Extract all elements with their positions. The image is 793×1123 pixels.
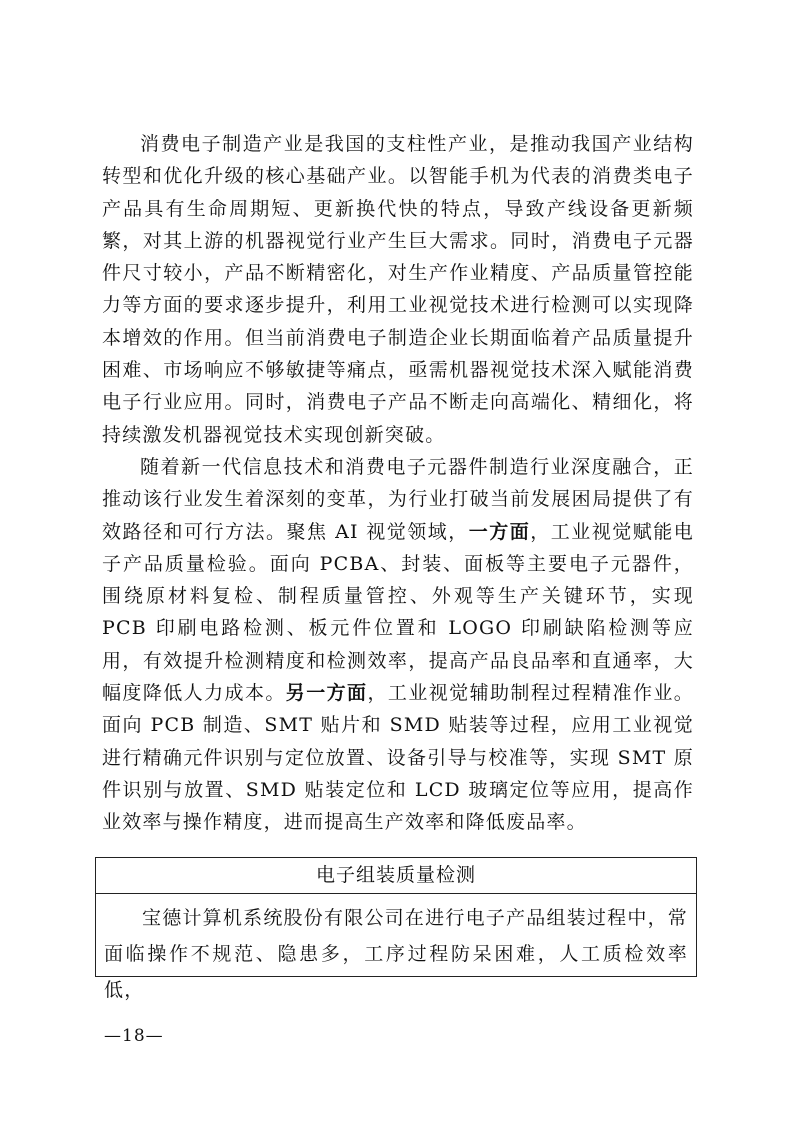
paragraph-1 [102, 128, 694, 451]
case-study-body [96, 894, 696, 1008]
case-study-title: 电子组装质量检测 [96, 858, 696, 894]
emphasis-other-side: 另一方面 [285, 682, 368, 705]
emphasis-one-side: 一方面 [468, 520, 531, 543]
page-number: —18— [104, 1026, 164, 1046]
case-study-box [95, 857, 697, 1001]
paragraph-1-text: 消费电子制造产业是我国的支柱性产业，是推动我国产业结构转型和优化升级的核心基础产业。以智能手机为代表的消费类电子产品具有生命周期短、更新换代快的特点，导致产线设备更新频繁，对其上游的机器视觉行业产生巨大需求。同时，消费电子元器件尺寸较小，产品不断精密化，对生产作业精度、产品质量管控能力等方面的要求逐步提升，利用工业视觉技术进行检测可以实现降本增效的作用。但当前消费电子制造企业长期面临着产品质量提升困难、市场响应不够敏捷等痛点，亟需机器视觉技术深入赋能消费电子行业应用。同时，消费电子产品不断走向高端化、精细化，将持续激发机器视觉技术实现创新突破。 [102, 133, 694, 446]
case-study-text: 宝德计算机系统股份有限公司在进行电子产品组装过程中，常面临操作不规范、隐患多，工序过程防呆困难，人工质检效率低， [104, 907, 688, 1001]
paragraph-2-text-b: ，工业视觉赋能电子产品质量检验。面向 PCBA、封装、面板等主要电子元器件，围绕原材料复检、制程质量管控、外观等生产关键环节，实现 PCB 印刷电路检测、板元件位置和 LOGO 印刷缺陷检测等应用，有效提升检测精度和检测效率，提高产品良品率和直通率，大幅度降低人力成本。 [102, 520, 694, 705]
paragraph-2-text-c: ，工业视觉辅助制程过程精准作业。面向 PCB 制造、SMT 贴片和 SMD 贴装等过程，应用工业视觉进行精确元件识别与定位放置、设备引导与校准等，实现 SMT 原件识别与放置、SMD 贴装定位和 LCD 玻璃定位等应用，提高作业效率与操作精度，进而提高生产效率和降低废品率。 [102, 682, 694, 834]
paragraph-2 [102, 451, 694, 839]
paragraph-2-text-a: 随着新一代信息技术和消费电子元器件制造行业深度融合，正推动该行业发生着深刻的变革，为行业打破当前发展困局提供了有效路径和可行方法。聚焦 AI 视觉领域， [102, 455, 694, 543]
body-text [102, 128, 694, 839]
